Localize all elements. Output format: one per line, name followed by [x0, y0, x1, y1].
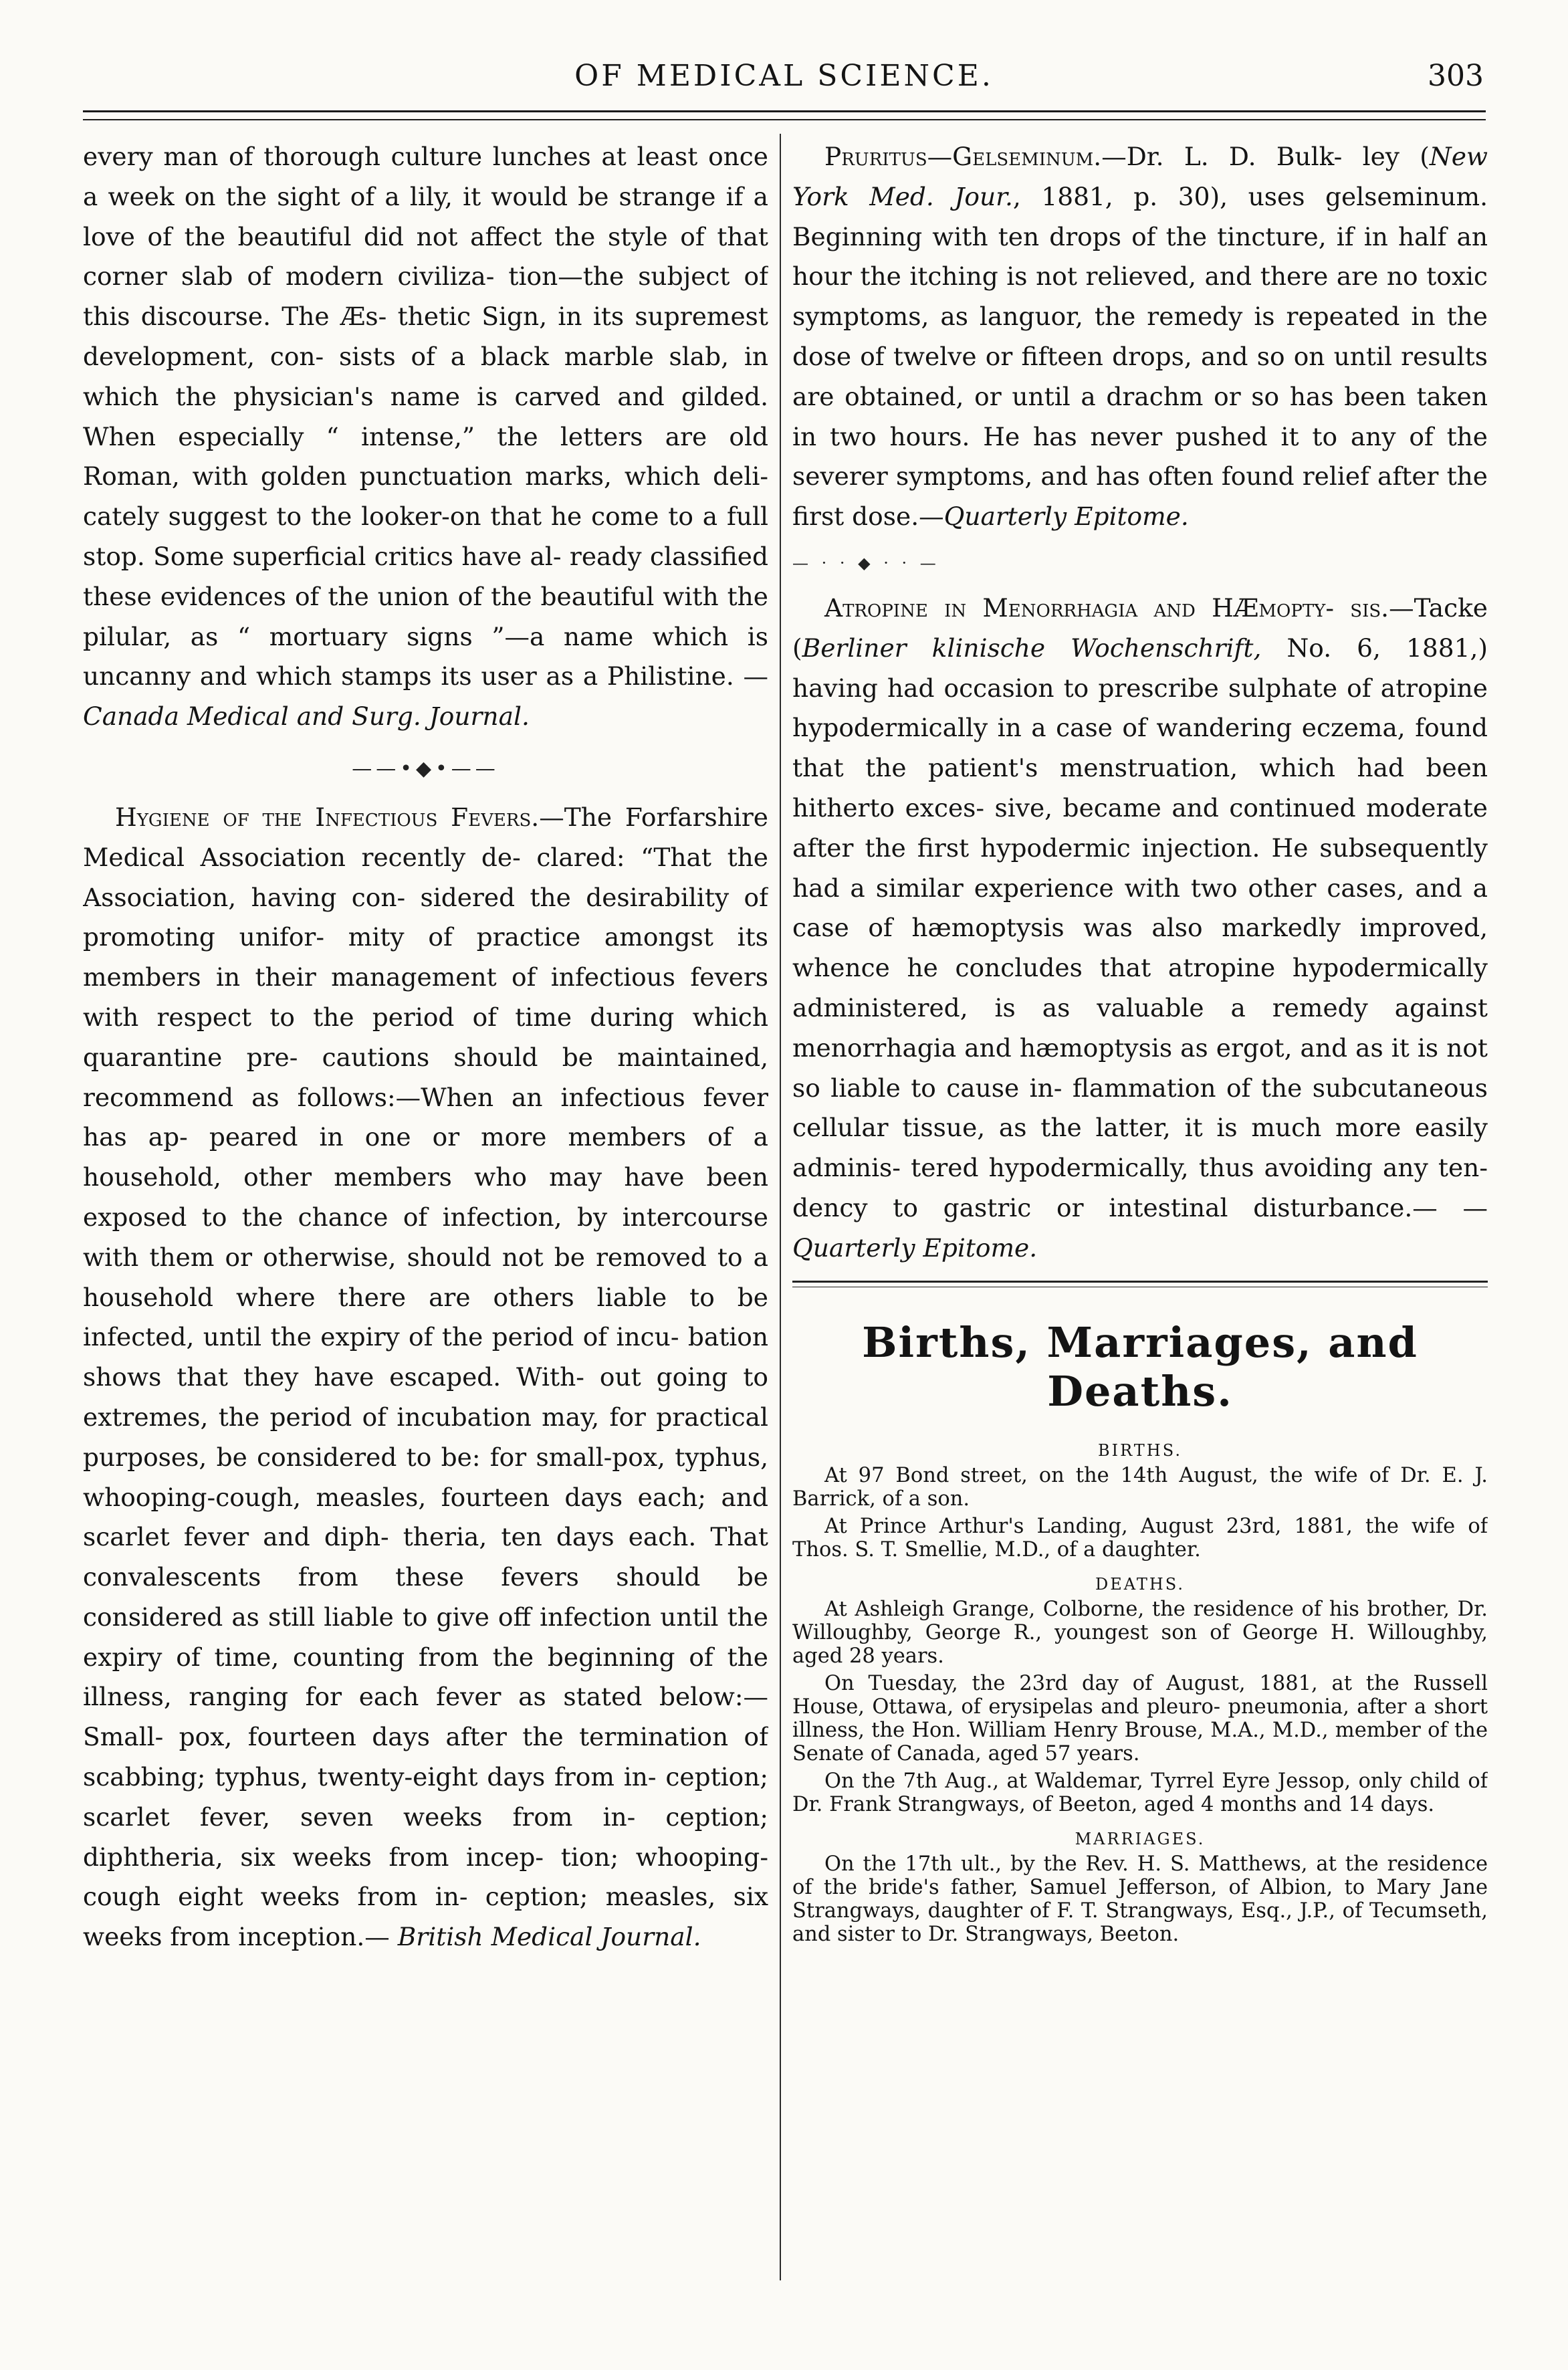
- marriage-notice: On the 17th ult., by the Rev. H. S. Matthews, at the residence of the bride's father, Samuel Jefferson, of Albion, to Mary Jane Strangways, daughter of F. T. Strangways, Esq., J.P., of Tecumseth, and sister to Dr. Strangways, Beeton.: [792, 1852, 1488, 1946]
- header-rule: [83, 110, 1486, 112]
- aesthetic-sign-paragraph: [83, 137, 768, 737]
- header-rule-thin: [83, 119, 1486, 120]
- deaths-heading: DEATHS.: [1095, 1574, 1185, 1594]
- pruritus-text-b: , 1881, p. 30), uses gelseminum. Beginning with ten drops of the tincture, if in half an hour the itching is not relieved, and there are no toxic symptoms, as languor, the remedy is repeated in the dose of twelve or fifteen drops, and so on until results are obtained, or until a drachm or so has been taken in two hours. He has never pushed it to any of the severer symptoms, and has often found relief after the first dose.—: [792, 181, 1488, 532]
- pruritus-paragraph: [792, 137, 1488, 537]
- atropine-text-a: —Tacke (: [792, 592, 1488, 663]
- aesthetic-sign-text: every man of thorough culture lunches at least once a week on the sight of a lily, it would be strange if a love of the beautiful did not affect the style of that corner slab of modern civiliza- tion—the subject of this discourse. The Æs- thetic Sign, in its supremest development, con- sists of a black marble slab, in which the physician's name is carved and gilded. When especially “ intense,” the letters are old Roman, with golden punctuation marks, which deli- cately suggest to the looker-on that he come to a full stop. Some superficial critics have al- ready classified these evidences of the union of the beautiful with the pilular, as “ mortuary signs ”—a name which is uncanny and which stamps its user as a Philistine. —: [83, 142, 768, 691]
- aesthetic-sign-citation: Canada Medical and Surg. Journal.: [83, 702, 530, 732]
- column-divider: [780, 134, 781, 2280]
- death-notice: On Tuesday, the 23rd day of August, 1881, at the Russell House, Ottawa, of erysipelas and pleuro- pneumonia, after a short illness, the Hon. William Henry Brouse, M.A., M.D., member of the Senate of Canada, aged 57 years.: [792, 1671, 1488, 1765]
- page-header: [0, 59, 1568, 106]
- pruritus-title: Pruritus—Gelseminum.: [824, 142, 1102, 171]
- pruritus-text-a: —Dr. L. D. Bulk- ley (: [1101, 142, 1430, 171]
- births-heading: BIRTHS.: [1098, 1440, 1182, 1460]
- hygiene-citation: British Medical Journal.: [397, 1922, 701, 1952]
- hygiene-text: —The Forfarshire Medical Association recently de- clared: “That the Association, having con- sidered the desirability of promoting unifor- mity of practice amongst its members in their management of infectious fevers with respect to the period of time during which quarantine pre- cautions should be maintained, recommend as follows:—When an infectious fever has ap- peared in one or more members of a household, other members who may have been exposed to the chance of infection, by intercourse with them or otherwise, should not be removed to a household where there are others liable to be infected, until the expiry of the period of incu- bation shows that they have escaped. With- out going to extremes, the period of incubation may, for practical purposes, be considered to be: for small-pox, typhus, whooping-cough, measles, fourteen days each; and scarlet fever and diph- theria, ten days each. That convalescents from these fevers should be considered as still liable to give off infection until the expiry of time, counting from the beginning of the illness, ranging for each fever as stated below:—Small- pox, fourteen days after the termination of scabbing; typhus, twenty-eight days from in- ception; scarlet fever, seven weeks from in- ception; diphtheria, six weeks from incep- tion; whooping-cough eight weeks from in- ception; measles, six weeks from inception.—: [83, 802, 768, 1952]
- page-number: 303: [1428, 59, 1484, 93]
- hygiene-paragraph: [83, 798, 768, 1957]
- pruritus-journal: New York Med. Jour.: [792, 142, 1488, 211]
- birth-notice: At Prince Arthur's Landing, August 23rd, 1881, the wife of Thos. S. T. Smellie, M.D., of a daughter.: [792, 1514, 1488, 1561]
- hygiene-title: Hygiene of the Infectious Fevers.: [115, 802, 540, 832]
- death-notice: On the 7th Aug., at Waldemar, Tyrrel Eyre Jessop, only child of Dr. Frank Strangways, of Beeton, aged 4 months and 14 days.: [792, 1769, 1488, 1816]
- left-column: [83, 137, 768, 2277]
- pruritus-citation: Quarterly Epitome.: [943, 502, 1189, 532]
- bmd-heading: Births, Marriages, and Deaths.: [862, 1317, 1418, 1416]
- atropine-citation: Quarterly Epitome.: [792, 1232, 1038, 1263]
- marriages-heading: MARRIAGES.: [1075, 1829, 1206, 1848]
- death-notice: At Ashleigh Grange, Colborne, the residence of his brother, Dr. Willoughby, George R., youngest son of George H. Willoughby, aged 28 years.: [792, 1597, 1488, 1668]
- birth-notice: At 97 Bond street, on the 14th August, the wife of Dr. E. J. Barrick, of a son.: [792, 1463, 1488, 1511]
- ornament-separator-2: — · · ◆ · · —: [792, 553, 940, 572]
- atropine-text-b: No. 6, 1881,) having had occasion to prescribe sulphate of atropine hypodermically in a case of wandering eczema, found that the patient's menstruation, which had been hitherto exces- sive, became and continued moderate after the first hypodermic injection. He subsequently had a similar experience with two other cases, and a case of hæmoptysis was also markedly improved, whence he concludes that atropine hypodermically administered, is as valuable a remedy against menorrhagia and hæmoptysis as ergot, and as it is not so liable to cause in- flammation of the subcutaneous cellular tissue, as the latter, it is much more easily adminis- tered hypodermically, thus avoiding any ten- dency to gastric or intestinal disturbance.— —: [792, 633, 1488, 1222]
- atropine-paragraph: [792, 588, 1488, 1269]
- atropine-journal: Berliner klinische Wochenschrift,: [802, 633, 1262, 663]
- atropine-title: Atropine in Menorrhagia and HÆmopty- sis.: [824, 592, 1389, 623]
- section-rule: [792, 1281, 1488, 1287]
- running-title: OF MEDICAL SCIENCE.: [574, 59, 994, 93]
- ornament-separator: ——•◆•——: [352, 756, 499, 780]
- right-column: [792, 137, 1488, 2277]
